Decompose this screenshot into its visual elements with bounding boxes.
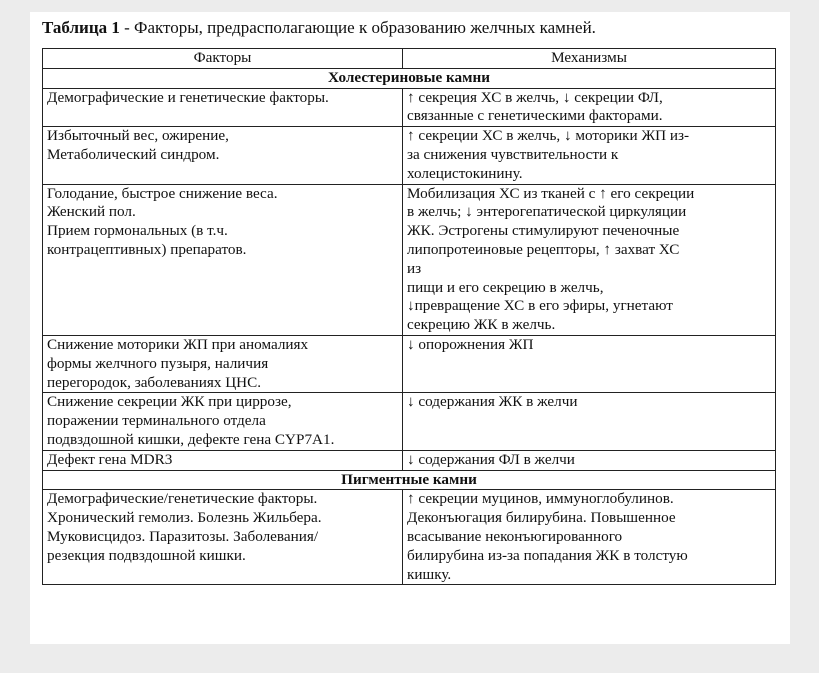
mechanism-text: ↑ секреции ХС в желчь, ↓ моторики ЖП из- за снижения чувствительности к холецистокинину. <box>407 127 690 182</box>
section-row-cholesterol <box>43 68 776 88</box>
factor-text: Дефект гена MDR3 <box>47 450 173 468</box>
table-row <box>43 490 776 585</box>
mechanism-cell <box>403 184 776 335</box>
factor-cell <box>43 335 403 392</box>
factor-text: Демографические/генетические факторы. Хронический гемолиз. Болезнь Жильбера. Муковисцидоз. Паразитозы. Заболевания/ резекция подвздошной кишки. <box>47 490 322 564</box>
factors-table <box>42 48 776 585</box>
factor-text: Снижение секреции ЖК при циррозе, поражении терминального отдела подвздошной кишки, дефекте гена CYP7A1. <box>47 393 335 448</box>
factor-text: Снижение моторики ЖП при аномалиях формы желчного пузыря, наличия перегородок, заболеваниях ЦНС. <box>47 335 309 391</box>
mechanism-text: ↓ опорожнения ЖП <box>407 335 534 353</box>
header-row <box>43 49 776 69</box>
caption-text: - Факторы, предрасполагающие к образованию желчных камней. <box>119 18 596 37</box>
mechanism-cell <box>403 490 776 585</box>
mechanism-text: ↑ секреция ХС в желчь, ↓ секреции ФЛ, связанные с генетическими факторами. <box>407 88 663 125</box>
table-row <box>43 335 776 392</box>
factor-cell <box>43 490 403 585</box>
table-row <box>43 450 776 470</box>
table-row <box>43 127 776 184</box>
mechanism-text: ↓ содержания ЖК в желчи <box>407 393 578 411</box>
factor-cell <box>43 393 403 450</box>
caption-label: Таблица 1 <box>42 18 120 37</box>
section-title-pigment: Пигментные камни <box>43 470 776 490</box>
section-title-cholesterol: Холестериновые камни <box>43 68 776 88</box>
mechanism-text: Мобилизация ХС из тканей с ↑ его секреции в желчь; ↓ энтерогепатической циркуляции ЖК. Эстрогены стимулируют печеночные липопротеиновые рецепторы, ↑ захват ХС из пищи и его секрецию в желчь, ↓превращение ХС в его эфиры, угнетают секрецию ЖК в желчь. <box>407 184 695 334</box>
factor-text: Избыточный вес, ожирение, Метаболический синдром. <box>47 127 229 163</box>
mechanism-cell <box>403 450 776 470</box>
factor-cell <box>43 88 403 127</box>
header-factors: Факторы <box>43 49 403 69</box>
table-caption <box>42 18 596 38</box>
table-row <box>43 88 776 127</box>
table-row <box>43 393 776 450</box>
mechanism-cell <box>403 335 776 392</box>
mechanism-cell <box>403 127 776 184</box>
factor-text: Демографические и генетические факторы. <box>47 88 329 106</box>
document-page <box>30 12 790 644</box>
table-row <box>43 184 776 335</box>
mechanism-text: ↑ секреции муцинов, иммуноглобулинов. Деконъюгация билирубина. Повышенное всасывание неконъюгированного билирубина из-за попадания ЖК в толстую кишку. <box>407 490 688 583</box>
header-mechanisms: Механизмы <box>403 49 776 69</box>
section-row-pigment <box>43 470 776 490</box>
factor-cell <box>43 450 403 470</box>
factor-cell <box>43 184 403 335</box>
mechanism-text: ↓ содержания ФЛ в желчи <box>407 450 575 468</box>
mechanism-cell <box>403 393 776 450</box>
factor-text: Голодание, быстрое снижение веса. Женский пол. Прием гормональных (в т.ч. контрацептивных) препаратов. <box>47 184 278 258</box>
factor-cell <box>43 127 403 184</box>
mechanism-cell <box>403 88 776 127</box>
